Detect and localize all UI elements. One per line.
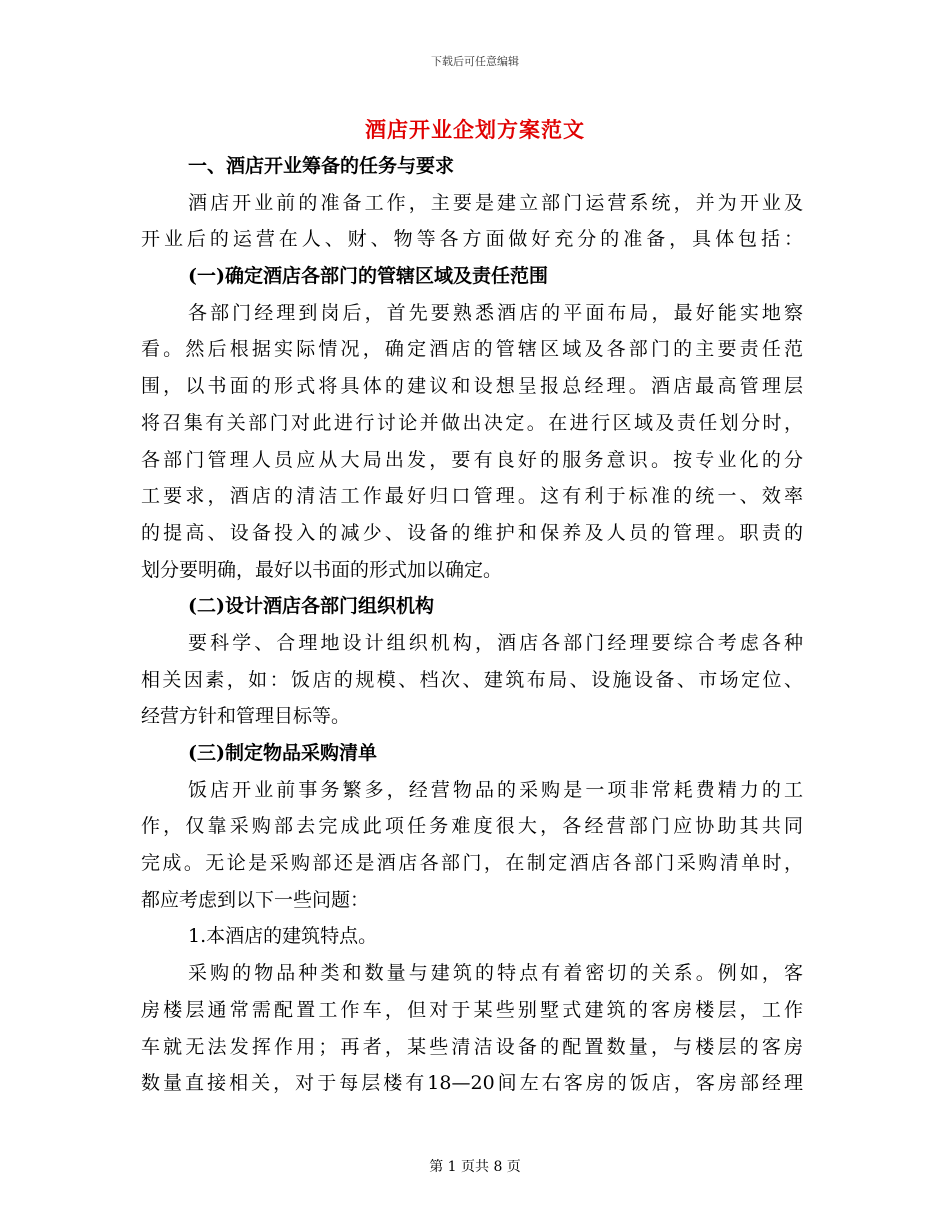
body-text-line: 工要求，酒店的清洁工作最好归口管理。这有利于标准的统一、效率 — [141, 485, 803, 508]
body-text-line: 都应考虑到以下一些问题： — [141, 888, 370, 911]
body-text-line: 饭店开业前事务繁多，经营物品的采购是一项非常耗费精力的工 — [188, 778, 803, 801]
body-text-line: 开业后的运营在人、财、物等各方面做好充分的准备，具体包括： — [141, 228, 803, 251]
body-text-line: 看。然后根据实际情况，确定酒店的管辖区域及各部门的主要责任范 — [141, 338, 803, 361]
document-title: 酒店开业企划方案范文 — [365, 117, 585, 142]
header-note: 下载后可任意编辑 — [431, 55, 519, 68]
body-text-line: 1.本酒店的建筑特点。 — [188, 925, 378, 948]
document-body — [141, 148, 803, 1102]
body-text-line: 采购的物品种类和数量与建筑的特点有着密切的关系。例如，客 — [188, 962, 803, 985]
section-heading: 一、酒店开业筹备的任务与要求 — [188, 155, 455, 177]
body-text-line: 各部门经理到岗后，首先要熟悉酒店的平面布局，最好能实地察 — [188, 301, 803, 324]
section-heading: (一)确定酒店各部门的管辖区域及责任范围 — [188, 265, 548, 288]
section-heading: (三)制定物品采购清单 — [188, 742, 377, 764]
body-text-line: 经营方针和管理目标等。 — [141, 705, 351, 728]
page-footer: 第 1 页共 8 页 — [429, 1159, 521, 1175]
body-text-line: 数量直接相关，对于每层楼有18—20间左右客房的饭店，客房部经理 — [141, 1072, 803, 1095]
body-text-line: 划分要明确，最好以书面的形式加以确定。 — [141, 558, 503, 581]
body-text-line: 围，以书面的形式将具体的建议和设想呈报总经理。酒店最高管理层 — [141, 375, 803, 398]
body-text-line: 完成。无论是采购部还是酒店各部门，在制定酒店各部门采购清单时， — [141, 852, 803, 875]
body-text-line: 将召集有关部门对此进行讨论并做出决定。在进行区域及责任划分时， — [141, 411, 803, 434]
body-text-line: 房楼层通常需配置工作车，但对于某些别墅式建筑的客房楼层，工作 — [141, 998, 803, 1021]
body-text-line: 相关因素，如：饭店的规模、档次、建筑布局、设施设备、市场定位、 — [141, 668, 803, 691]
body-text-line: 车就无法发挥作用；再者，某些清洁设备的配置数量，与楼层的客房 — [141, 1035, 803, 1058]
body-text-line: 各部门管理人员应从大局出发，要有良好的服务意识。按专业化的分 — [141, 448, 803, 471]
body-text-line: 作，仅靠采购部去完成此项任务难度很大，各经营部门应协助其共同 — [141, 815, 803, 838]
section-heading: (二)设计酒店各部门组织机构 — [188, 595, 434, 618]
body-text-line: 酒店开业前的准备工作，主要是建立部门运营系统，并为开业及 — [188, 191, 803, 214]
body-text-line: 要科学、合理地设计组织机构，酒店各部门经理要综合考虑各种 — [188, 631, 803, 654]
body-text-line: 的提高、设备投入的减少、设备的维护和保养及人员的管理。职责的 — [141, 521, 803, 544]
